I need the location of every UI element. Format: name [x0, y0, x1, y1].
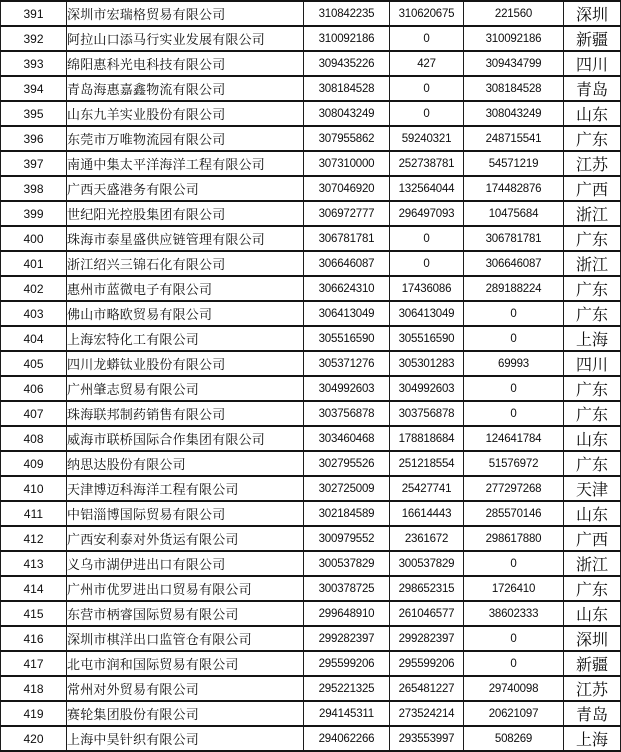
- region-cell: 山东: [564, 501, 621, 526]
- region-cell: 广东: [564, 276, 621, 301]
- table-row: [1, 576, 621, 601]
- ranking-table-body: [1, 1, 621, 751]
- rank-cell: 407: [1, 401, 67, 426]
- region-cell: 山东: [564, 101, 621, 126]
- value-a-cell: 178818684: [390, 426, 464, 451]
- rank-cell: 393: [1, 51, 67, 76]
- region-cell: 新疆: [564, 651, 621, 676]
- value-b-cell: 0: [464, 551, 564, 576]
- rank-cell: 409: [1, 451, 67, 476]
- company-name-cell: 广州肇志贸易有限公司: [67, 376, 304, 401]
- company-name-cell: 纳思达股份有限公司: [67, 451, 304, 476]
- value-b-cell: 0: [464, 326, 564, 351]
- rank-cell: 418: [1, 676, 67, 701]
- company-name-cell: 珠海市泰星盛供应链管理有限公司: [67, 226, 304, 251]
- company-name-cell: 广西安利泰对外货运有限公司: [67, 526, 304, 551]
- region-cell: 广东: [564, 376, 621, 401]
- company-name-cell: 威海市联桥国际合作集团有限公司: [67, 426, 304, 451]
- rank-cell: 413: [1, 551, 67, 576]
- table-row: [1, 451, 621, 476]
- value-b-cell: 306781781: [464, 226, 564, 251]
- total-value-cell: 302184589: [304, 501, 390, 526]
- value-a-cell: 273524214: [390, 701, 464, 726]
- value-a-cell: 298652315: [390, 576, 464, 601]
- region-cell: 深圳: [564, 1, 621, 26]
- table-row: [1, 651, 621, 676]
- company-name-cell: 深圳市宏瑞格贸易有限公司: [67, 1, 304, 26]
- rank-cell: 395: [1, 101, 67, 126]
- total-value-cell: 308043249: [304, 101, 390, 126]
- total-value-cell: 310092186: [304, 26, 390, 51]
- total-value-cell: 308184528: [304, 76, 390, 101]
- value-a-cell: 17436086: [390, 276, 464, 301]
- value-a-cell: 295599206: [390, 651, 464, 676]
- region-cell: 山东: [564, 601, 621, 626]
- table-row: [1, 426, 621, 451]
- value-a-cell: 59240321: [390, 126, 464, 151]
- table-row: [1, 176, 621, 201]
- table-row: [1, 226, 621, 251]
- company-name-cell: 中铝淄博国际贸易有限公司: [67, 501, 304, 526]
- company-name-cell: 深圳市棋洋出口监管仓有限公司: [67, 626, 304, 651]
- value-b-cell: 289188224: [464, 276, 564, 301]
- value-a-cell: 261046577: [390, 601, 464, 626]
- value-b-cell: 29740098: [464, 676, 564, 701]
- region-cell: 青岛: [564, 701, 621, 726]
- table-row: [1, 726, 621, 751]
- value-b-cell: 248715541: [464, 126, 564, 151]
- table-row: [1, 201, 621, 226]
- company-name-cell: 常州对外贸易有限公司: [67, 676, 304, 701]
- value-a-cell: 0: [390, 251, 464, 276]
- value-b-cell: 174482876: [464, 176, 564, 201]
- value-a-cell: 0: [390, 101, 464, 126]
- value-b-cell: 51576972: [464, 451, 564, 476]
- region-cell: 广东: [564, 126, 621, 151]
- value-a-cell: 2361672: [390, 526, 464, 551]
- value-b-cell: 0: [464, 651, 564, 676]
- total-value-cell: 306781781: [304, 226, 390, 251]
- rank-cell: 399: [1, 201, 67, 226]
- total-value-cell: 306972777: [304, 201, 390, 226]
- rank-cell: 419: [1, 701, 67, 726]
- rank-cell: 412: [1, 526, 67, 551]
- total-value-cell: 294062266: [304, 726, 390, 751]
- rank-cell: 397: [1, 151, 67, 176]
- company-name-cell: 东莞市万唯物流园有限公司: [67, 126, 304, 151]
- value-b-cell: 38602333: [464, 601, 564, 626]
- total-value-cell: 295221325: [304, 676, 390, 701]
- table-row: [1, 151, 621, 176]
- value-a-cell: 132564044: [390, 176, 464, 201]
- total-value-cell: 299648910: [304, 601, 390, 626]
- value-a-cell: 252738781: [390, 151, 464, 176]
- table-row: [1, 76, 621, 101]
- region-cell: 四川: [564, 351, 621, 376]
- rank-cell: 392: [1, 26, 67, 51]
- region-cell: 广东: [564, 401, 621, 426]
- company-name-cell: 赛轮集团股份有限公司: [67, 701, 304, 726]
- value-b-cell: 69993: [464, 351, 564, 376]
- company-name-cell: 上海中昊针织有限公司: [67, 726, 304, 751]
- rank-cell: 414: [1, 576, 67, 601]
- table-row: [1, 501, 621, 526]
- region-cell: 广西: [564, 176, 621, 201]
- value-a-cell: 25427741: [390, 476, 464, 501]
- total-value-cell: 300378725: [304, 576, 390, 601]
- region-cell: 新疆: [564, 26, 621, 51]
- table-row: [1, 526, 621, 551]
- company-name-cell: 浙江绍兴三锦石化有限公司: [67, 251, 304, 276]
- rank-cell: 398: [1, 176, 67, 201]
- value-a-cell: 251218554: [390, 451, 464, 476]
- rank-cell: 401: [1, 251, 67, 276]
- total-value-cell: 307955862: [304, 126, 390, 151]
- table-row: [1, 351, 621, 376]
- value-a-cell: 303756878: [390, 401, 464, 426]
- total-value-cell: 300979552: [304, 526, 390, 551]
- table-row: [1, 676, 621, 701]
- table-row: [1, 376, 621, 401]
- total-value-cell: 305516590: [304, 326, 390, 351]
- value-a-cell: 0: [390, 26, 464, 51]
- company-name-cell: 世纪阳光控股集团有限公司: [67, 201, 304, 226]
- value-b-cell: 306646087: [464, 251, 564, 276]
- rank-cell: 408: [1, 426, 67, 451]
- company-name-cell: 义乌市湖伊进出口有限公司: [67, 551, 304, 576]
- table-row: [1, 326, 621, 351]
- table-row: [1, 301, 621, 326]
- rank-cell: 402: [1, 276, 67, 301]
- table-row: [1, 601, 621, 626]
- rank-cell: 406: [1, 376, 67, 401]
- table-row: [1, 26, 621, 51]
- total-value-cell: 299282397: [304, 626, 390, 651]
- table-row: [1, 101, 621, 126]
- total-value-cell: 304992603: [304, 376, 390, 401]
- company-name-cell: 绵阳惠科光电科技有限公司: [67, 51, 304, 76]
- total-value-cell: 302795526: [304, 451, 390, 476]
- value-a-cell: 300537829: [390, 551, 464, 576]
- table-row: [1, 551, 621, 576]
- value-b-cell: 0: [464, 376, 564, 401]
- value-a-cell: 265481227: [390, 676, 464, 701]
- value-b-cell: 277297268: [464, 476, 564, 501]
- value-a-cell: 0: [390, 76, 464, 101]
- value-b-cell: 10475684: [464, 201, 564, 226]
- company-name-cell: 北屯市润和国际贸易有限公司: [67, 651, 304, 676]
- total-value-cell: 295599206: [304, 651, 390, 676]
- value-a-cell: 0: [390, 226, 464, 251]
- table-row: [1, 401, 621, 426]
- rank-cell: 391: [1, 1, 67, 26]
- value-b-cell: 508269: [464, 726, 564, 751]
- region-cell: 深圳: [564, 626, 621, 651]
- region-cell: 浙江: [564, 251, 621, 276]
- company-name-cell: 山东九羊实业股份有限公司: [67, 101, 304, 126]
- table-row: [1, 126, 621, 151]
- region-cell: 上海: [564, 326, 621, 351]
- company-name-cell: 东营市柄睿国际贸易有限公司: [67, 601, 304, 626]
- company-name-cell: 阿拉山口添马行实业发展有限公司: [67, 26, 304, 51]
- value-b-cell: 309434799: [464, 51, 564, 76]
- rank-cell: 417: [1, 651, 67, 676]
- region-cell: 青岛: [564, 76, 621, 101]
- value-a-cell: 310620675: [390, 1, 464, 26]
- rank-cell: 400: [1, 226, 67, 251]
- value-b-cell: 308184528: [464, 76, 564, 101]
- rank-cell: 420: [1, 726, 67, 751]
- company-name-cell: 上海宏特化工有限公司: [67, 326, 304, 351]
- company-name-cell: 广州市优罗进出口贸易有限公司: [67, 576, 304, 601]
- total-value-cell: 306624310: [304, 276, 390, 301]
- rank-cell: 411: [1, 501, 67, 526]
- table-row: [1, 51, 621, 76]
- value-a-cell: 306413049: [390, 301, 464, 326]
- value-b-cell: 308043249: [464, 101, 564, 126]
- total-value-cell: 303460468: [304, 426, 390, 451]
- region-cell: 天津: [564, 476, 621, 501]
- region-cell: 江苏: [564, 676, 621, 701]
- value-b-cell: 310092186: [464, 26, 564, 51]
- company-name-cell: 惠州市蓝微电子有限公司: [67, 276, 304, 301]
- value-b-cell: 0: [464, 401, 564, 426]
- region-cell: 广西: [564, 526, 621, 551]
- total-value-cell: 300537829: [304, 551, 390, 576]
- rank-cell: 396: [1, 126, 67, 151]
- company-name-cell: 佛山市略欧贸易有限公司: [67, 301, 304, 326]
- rank-cell: 410: [1, 476, 67, 501]
- value-a-cell: 293553997: [390, 726, 464, 751]
- rank-cell: 403: [1, 301, 67, 326]
- value-b-cell: 0: [464, 626, 564, 651]
- company-name-cell: 四川龙蟒钛业股份有限公司: [67, 351, 304, 376]
- table-row: [1, 251, 621, 276]
- total-value-cell: 306646087: [304, 251, 390, 276]
- region-cell: 浙江: [564, 201, 621, 226]
- company-name-cell: 青岛海惠嘉鑫物流有限公司: [67, 76, 304, 101]
- value-a-cell: 427: [390, 51, 464, 76]
- value-b-cell: 54571219: [464, 151, 564, 176]
- total-value-cell: 307310000: [304, 151, 390, 176]
- value-b-cell: 221560: [464, 1, 564, 26]
- region-cell: 上海: [564, 726, 621, 751]
- value-b-cell: 20621097: [464, 701, 564, 726]
- company-name-cell: 广西天盛港务有限公司: [67, 176, 304, 201]
- total-value-cell: 309435226: [304, 51, 390, 76]
- value-a-cell: 299282397: [390, 626, 464, 651]
- region-cell: 浙江: [564, 551, 621, 576]
- region-cell: 广东: [564, 301, 621, 326]
- total-value-cell: 303756878: [304, 401, 390, 426]
- value-a-cell: 16614443: [390, 501, 464, 526]
- table-row: [1, 476, 621, 501]
- value-a-cell: 305516590: [390, 326, 464, 351]
- table-row: [1, 1, 621, 26]
- value-b-cell: 1726410: [464, 576, 564, 601]
- rank-cell: 416: [1, 626, 67, 651]
- region-cell: 广东: [564, 576, 621, 601]
- rank-cell: 394: [1, 76, 67, 101]
- region-cell: 广东: [564, 451, 621, 476]
- total-value-cell: 294145311: [304, 701, 390, 726]
- value-b-cell: 285570146: [464, 501, 564, 526]
- value-a-cell: 296497093: [390, 201, 464, 226]
- company-name-cell: 天津博迈科海洋工程有限公司: [67, 476, 304, 501]
- value-a-cell: 304992603: [390, 376, 464, 401]
- rank-cell: 405: [1, 351, 67, 376]
- total-value-cell: 306413049: [304, 301, 390, 326]
- total-value-cell: 307046920: [304, 176, 390, 201]
- company-name-cell: 珠海联邦制药销售有限公司: [67, 401, 304, 426]
- rank-cell: 415: [1, 601, 67, 626]
- region-cell: 山东: [564, 426, 621, 451]
- table-row: [1, 276, 621, 301]
- rank-cell: 404: [1, 326, 67, 351]
- total-value-cell: 305371276: [304, 351, 390, 376]
- table-row: [1, 701, 621, 726]
- value-b-cell: 124641784: [464, 426, 564, 451]
- value-b-cell: 298617880: [464, 526, 564, 551]
- value-b-cell: 0: [464, 301, 564, 326]
- company-name-cell: 南通中集太平洋海洋工程有限公司: [67, 151, 304, 176]
- region-cell: 四川: [564, 51, 621, 76]
- value-a-cell: 305301283: [390, 351, 464, 376]
- total-value-cell: 302725009: [304, 476, 390, 501]
- region-cell: 江苏: [564, 151, 621, 176]
- table-row: [1, 626, 621, 651]
- region-cell: 广东: [564, 226, 621, 251]
- total-value-cell: 310842235: [304, 1, 390, 26]
